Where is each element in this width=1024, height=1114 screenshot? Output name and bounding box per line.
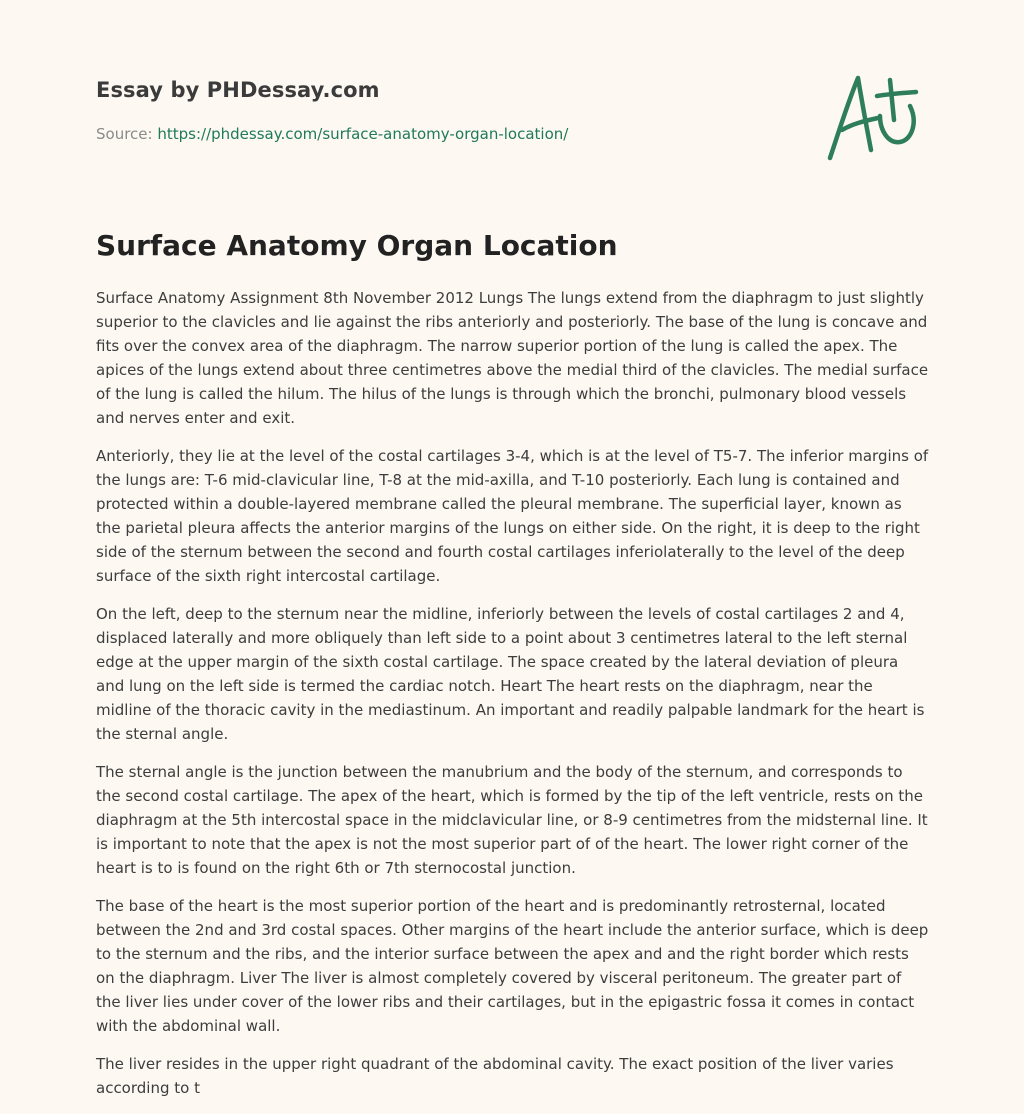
source-line: [96, 123, 796, 145]
essay-paragraph: Surface Anatomy Assignment 8th November 2012 Lungs The lungs extend from the diaphragm to just slightly superior to the clavicles and lie against the ribs anteriorly and posteriorly. The base of the lung is concave and fits over the convex area of the diaphragm. The narrow superior portion of the lung is called the apex. The apices of the lungs extend about three centimetres above the medial third of the clavicles. The medial surface of the lung is called the hilum. The hilus of the lungs is through which the bronchi, pulmonary blood vessels and nerves enter and exit.: [96, 289, 929, 427]
essay-body: [96, 286, 929, 1114]
source-link[interactable]: https://phdessay.com/surface-anatomy-organ-location/: [157, 125, 569, 143]
essay-title: Surface Anatomy Organ Location: [96, 229, 618, 262]
essay-paragraph: On the left, deep to the sternum near the midline, inferiorly between the levels of costal cartilages 2 and 4, displaced laterally and more obliquely than left side to a point about 3 centimetres lateral to the left sternal edge at the upper margin of the sixth costal cartilage. The space created by the lateral deviation of pleura and lung on the left side is termed the cardiac notch. Heart The heart rests on the diaphragm, near the midline of the thoracic cavity in the mediastinum. An important and readily palpable landmark for the heart is the sternal angle.: [96, 605, 925, 743]
essay-paragraph: The liver resides in the upper right quadrant of the abdominal cavity. The exact position of the liver varies according to t: [96, 1055, 894, 1097]
source-label: Source:: [96, 125, 153, 143]
essay-header: [96, 74, 796, 145]
essay-paragraph: Anteriorly, they lie at the level of the costal cartilages 3-4, which is at the level of T5-7. The inferior margins of the lungs are: T-6 mid-clavicular line, T-8 at the mid-axilla, and T-10 posteriorly. Each lung is contained and protected within a double-layered membrane called the pleural membrane. The superficial layer, known as the parietal pleura affects the anterior margins of the lungs on either side. On the right, it is deep to the right side of the sternum between the second and fourth costal cartilages inferiolaterally to the level of the deep surface of the sixth right intercostal cartilage.: [96, 447, 929, 585]
essay-paragraph: The base of the heart is the most superior portion of the heart and is predominantly retrosternal, located between the 2nd and 3rd costal spaces. Other margins of the heart include the anterior surface, which is deep to the sternum and the ribs, and the interior surface between the apex and and the right border which rests on the diaphragm. Liver The liver is almost completely covered by visceral peritoneum. The greater part of the liver lies under cover of the lower ribs and their cartilages, but in the epigastric fossa it comes in contact with the abdominal wall.: [96, 897, 929, 1035]
essay-paragraph: The sternal angle is the junction between the manubrium and the body of the sternum, and corresponds to the second costal cartilage. The apex of the heart, which is formed by the tip of the left ventricle, rests on the diaphragm at the 5th intercostal space in the midclavicular line, or 8-9 centimetres from the midsternal line. It is important to note that the apex is not the most superior part of of the heart. The lower right corner of the heart is to is found on the right 6th or 7th sternocostal junction.: [96, 763, 928, 877]
a-plus-logo-icon: [818, 66, 930, 166]
site-brand: Essay by PHDessay.com: [96, 78, 380, 102]
